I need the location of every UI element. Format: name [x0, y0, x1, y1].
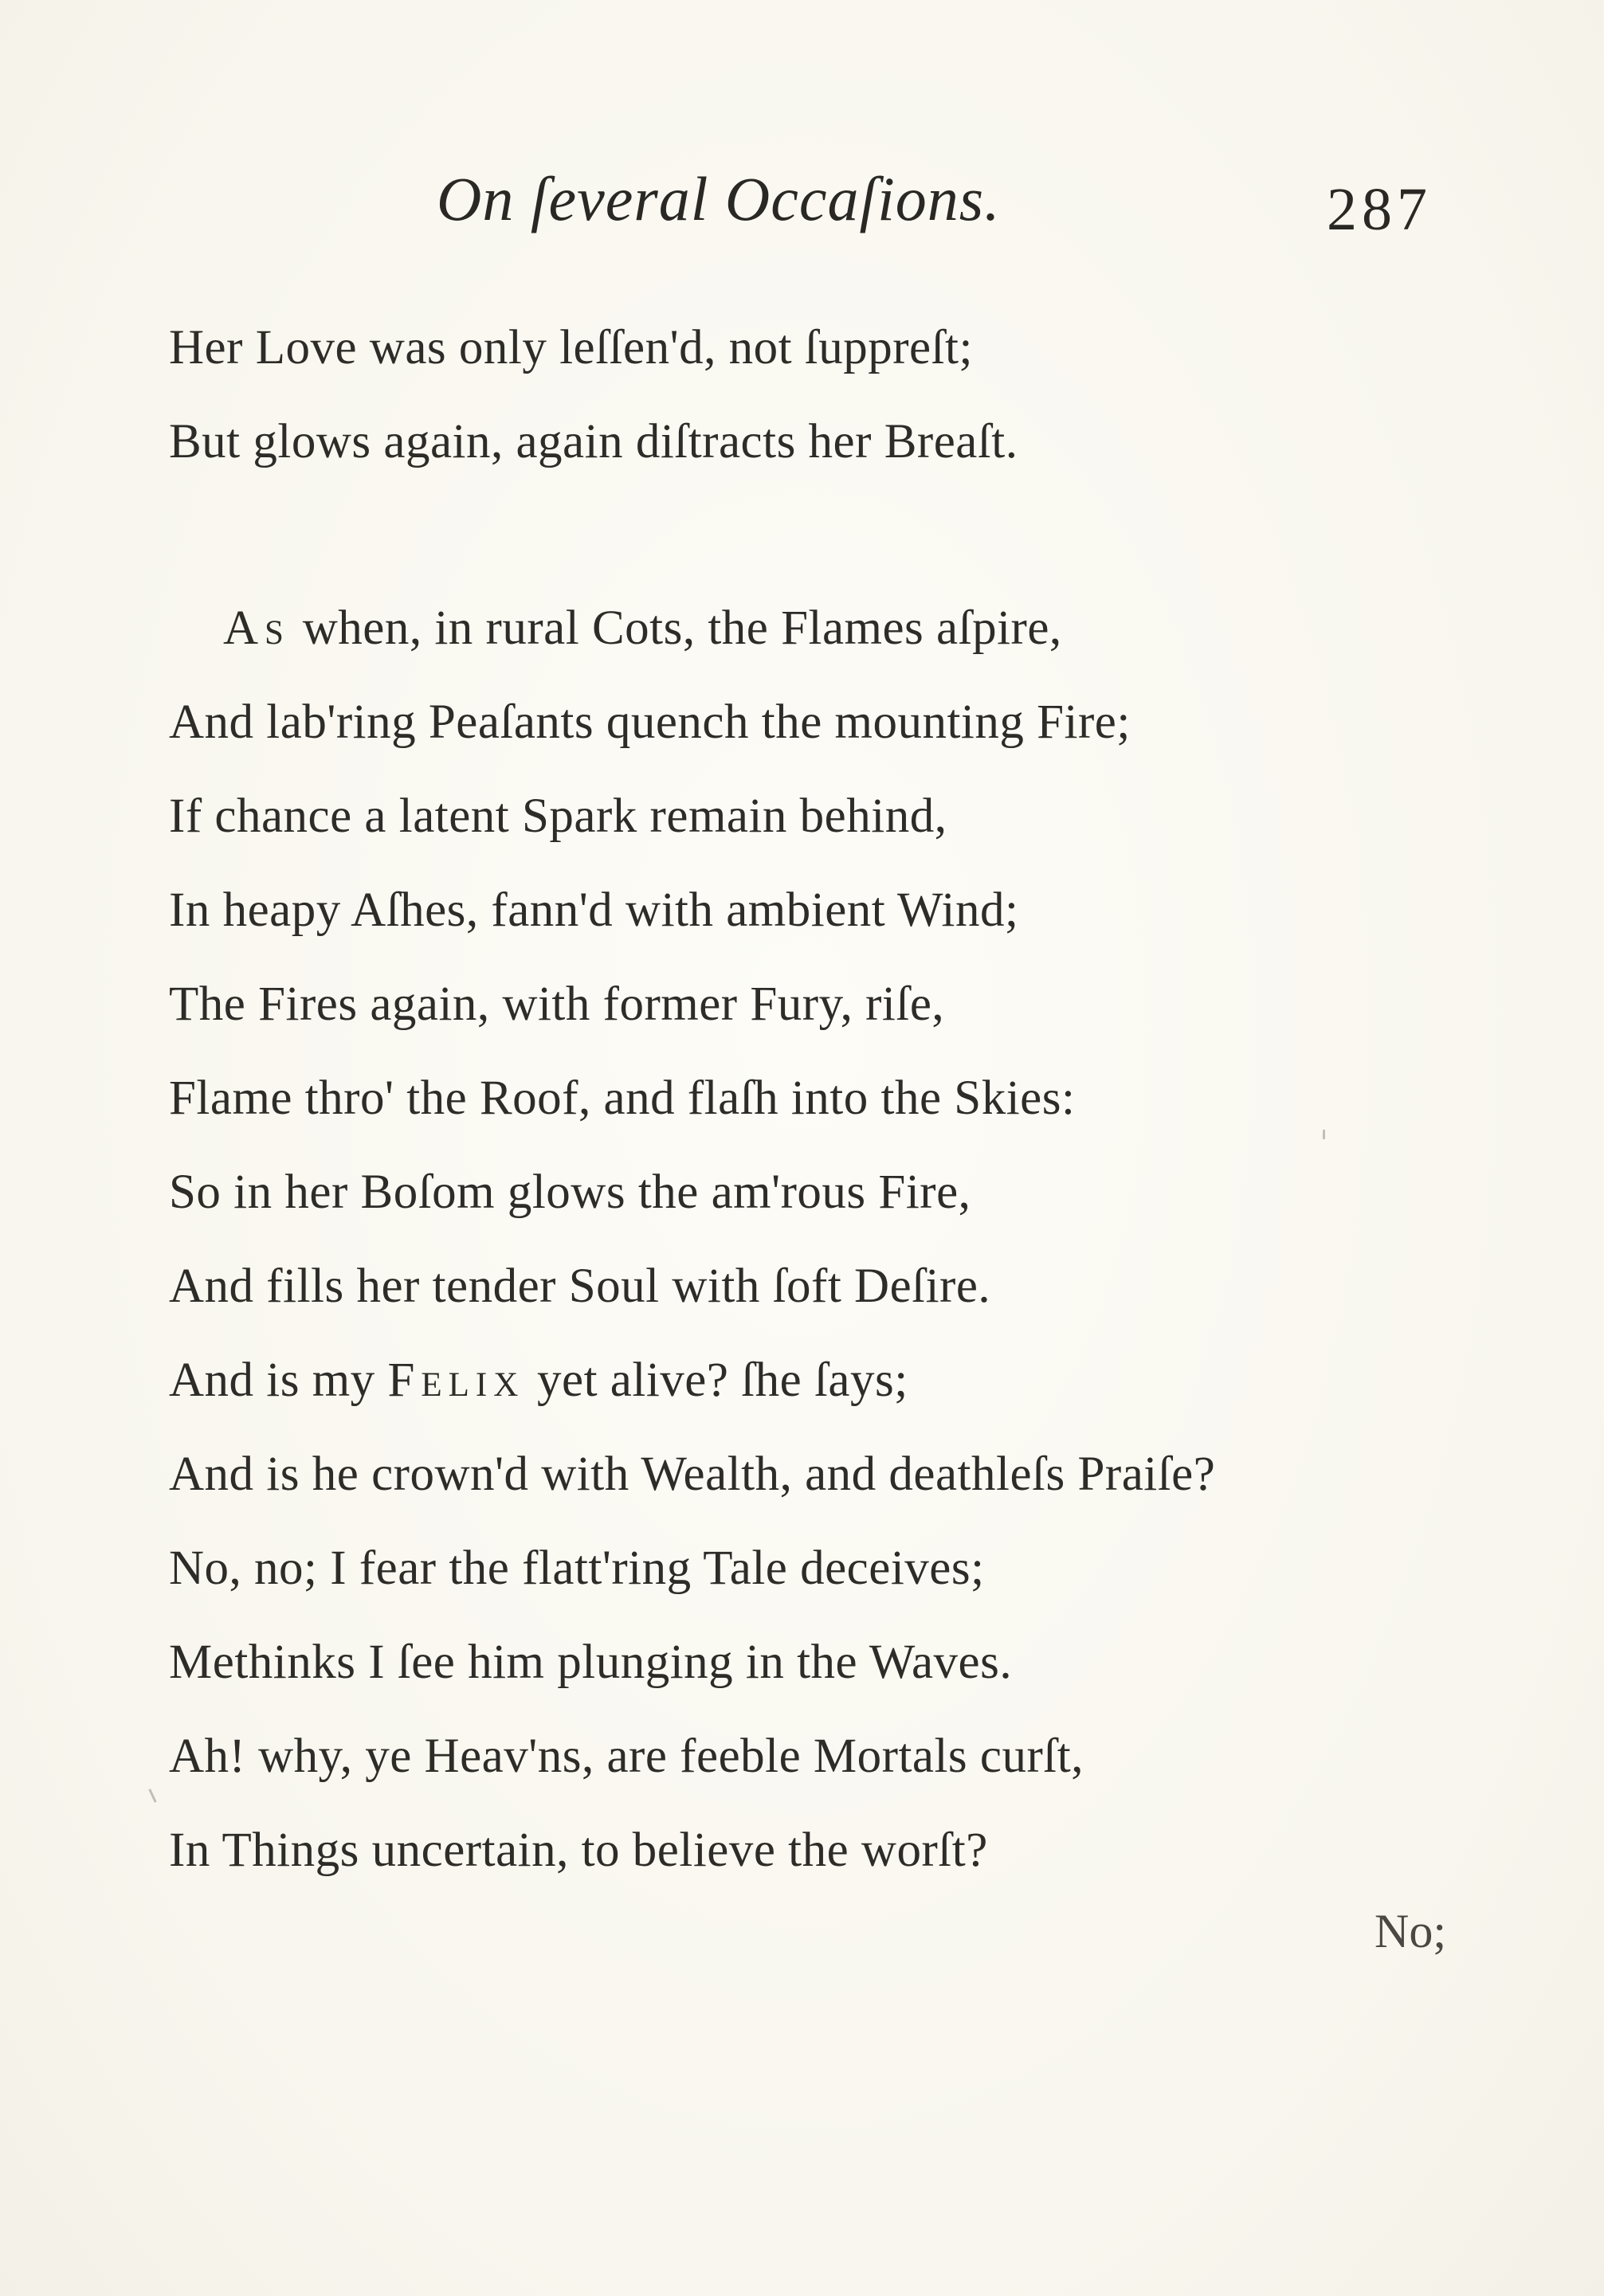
running-head-title: On ſeveral Occaſions.	[437, 164, 1001, 233]
verse-line: And is he crown'd with Wealth, and deathleſs Praiſe?	[169, 1448, 1216, 1501]
felix-line-before: And is my	[169, 1354, 388, 1407]
felix-line-after: yet alive? ſhe ſays;	[524, 1354, 908, 1407]
felix-name: Felix	[387, 1354, 525, 1407]
verse-line: In Things uncertain, to believe the worſt?	[169, 1824, 988, 1877]
verse-line-felix	[169, 1334, 1524, 1428]
verse-line: Methinks I ſee him plunging in the Waves.	[169, 1636, 1013, 1689]
verse-line: In heapy Aſhes, fann'd with ambient Wind;	[169, 884, 1019, 937]
verse-line-opening	[169, 582, 1524, 676]
opening-line-rest: when, in rural Cots, the Flames aſpire,	[289, 601, 1062, 655]
verse-line: So in her Boſom glows the am'rous Fire,	[169, 1166, 971, 1219]
verse-line: But glows again, again diſtracts her Breaſt.	[169, 415, 1018, 468]
stanza-1	[169, 301, 1524, 489]
verse-line: And lab'ring Peaſants quench the mounting Fire;	[169, 695, 1131, 749]
verse-line: If chance a latent Spark remain behind,	[169, 789, 947, 843]
verse-line: No, no; I fear the flatt'ring Tale deceives;	[169, 1542, 985, 1595]
catchword: No;	[1375, 1905, 1446, 1957]
paper-speck	[1323, 1130, 1325, 1139]
opening-word: As	[223, 601, 290, 655]
verse-line: Her Love was only leſſen'd, not ſuppreſt;	[169, 321, 973, 374]
verse-line: Ah! why, ye Heav'ns, are feeble Mortals curſt,	[169, 1730, 1084, 1783]
stanza-2	[169, 582, 1524, 1898]
verse-line: And fills her tender Soul with ſoft Deſire.	[169, 1260, 991, 1313]
paper-speck	[148, 1789, 156, 1803]
verse-line: The Fires again, with former Fury, riſe,	[169, 978, 945, 1031]
page-number: 287	[1327, 176, 1432, 243]
verse-line: Flame thro' the Roof, and flaſh into the Skies:	[169, 1072, 1076, 1125]
